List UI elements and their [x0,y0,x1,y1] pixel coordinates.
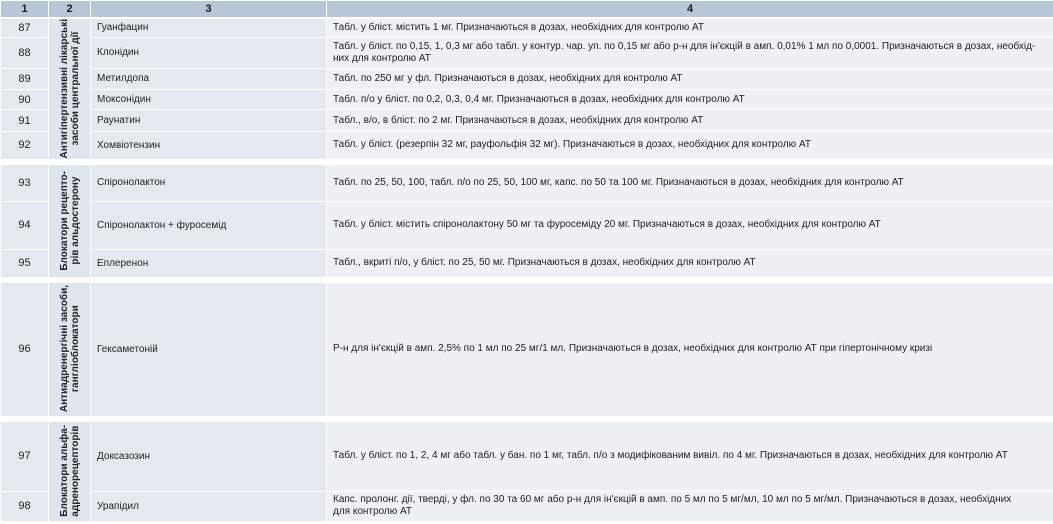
table-row [1,249,1053,277]
row-number: 97 [1,421,49,491]
header-row [1,1,1053,19]
row-number: 92 [1,131,49,159]
drug-name: Урапідил [91,491,327,521]
table-row [1,282,1053,416]
drug-name: Доксазозин [91,421,327,491]
row-number: 98 [1,491,49,521]
group-label-alpha [49,421,91,521]
drug-description: Капс. пролонг. дії, тверді, у фл. по 30 та 60 мг або р-н для ін'єкцій в амп. по 5 мл по 5 мг/мл, 10 мл по 5 мг/мл. Призначаються в дозах, необхідних для контролю АТ [327,491,1053,521]
group-label-text: Антиадренергічні засоби, гангліоблокатори [58,285,81,413]
table-row [1,421,1053,491]
row-number: 89 [1,68,49,89]
column-header-1: 1 [1,1,49,19]
table-row [1,37,1053,68]
group-label-aldosterone [49,164,91,277]
drug-description: Табл. у бліст. (резерпін 32 мг, рауфольфія 32 мг). Призначаються в дозах, необхідних для контролю АТ [327,131,1053,159]
drug-name: Еплеренон [91,249,327,277]
column-header-3: 3 [91,1,327,19]
drug-name: Спіронолактон [91,164,327,201]
drug-name: Спіронолактон + фуросемід [91,201,327,249]
row-number: 96 [1,282,49,416]
row-number: 95 [1,249,49,277]
table-row [1,110,1053,131]
drug-description: Табл. п/о у бліст. по 0,2, 0,3, 0,4 мг. Призначаються в дозах, необхідних для контролю АТ [327,90,1053,110]
drug-description: Табл. у бліст. містить 1 мг. Призначаються в дозах, необхідних для контролю АТ [327,18,1053,37]
drug-description: Табл. у бліст. по 0,15, 1, 0,3 мг або табл. у контур. чар. уп. по 0,15 мг або р-н для ін'єкцій в амп. 0,01% 1 мл по 0,0001. Призначаються в дозах, необхід- них для контролю АТ [327,37,1053,68]
drug-name: Клонідин [91,37,327,68]
group-label-ganglion [49,282,91,416]
table-row [1,201,1053,249]
drug-description: Табл. у бліст. містить спіронолактону 50 мг та фуросеміду 20 мг. Призначаються в дозах, необхідних для контролю АТ [327,201,1053,249]
group-label-text: Антигіпертензивні лікарські засоби центральної дії [58,19,81,159]
drug-description: Табл. у бліст. по 1, 2, 4 мг або табл. у бан. по 1 мг, табл. п/о з модифікованим вивіл. по 4 мг. Призначаються в дозах, необхідних для контролю АТ [327,421,1053,491]
drug-name: Гуанфацин [91,18,327,37]
row-number: 88 [1,37,49,68]
row-number: 87 [1,18,49,37]
drug-name: Хомвіотензин [91,131,327,159]
column-header-4: 4 [327,1,1053,19]
table-row [1,491,1053,521]
table-row [1,164,1053,201]
table-row [1,131,1053,159]
drug-description: Табл. по 250 мг у фл. Призначаються в дозах, необхідних для контролю АТ [327,68,1053,89]
table-row [1,68,1053,89]
drug-name: Раунатин [91,110,327,131]
drug-name: Гексаметоній [91,282,327,416]
row-number: 93 [1,164,49,201]
drug-description: Табл., вкриті п/о, у бліст. по 25, 50 мг. Призначаються в дозах, необхідних для контролю АТ [327,249,1053,277]
drug-description: Табл., в/о, в бліст. по 2 мг. Призначаються в дозах, необхідних для контролю АТ [327,110,1053,131]
drug-name: Моксонідин [91,90,327,110]
group-label-text: Блокатори рецепто- рів альдостерону [58,170,81,271]
row-number: 94 [1,201,49,249]
column-header-2: 2 [49,1,91,19]
drug-description: Табл. по 25, 50, 100, табл. п/о по 25, 50, 100 мг, капс. по 50 та 100 мг. Призначаються в дозах, необхідних для контролю АТ [327,164,1053,201]
row-number: 90 [1,90,49,110]
group-label-central [49,18,91,159]
group-label-text: Блокатори альфа- адренорецепторів [58,425,81,517]
row-number: 91 [1,110,49,131]
table-row [1,90,1053,110]
drug-description: Р-н для ін'єкцій в амп. 2,5% по 1 мл по 25 мг/1 мл. Призначаються в дозах, необхідних для контролю АТ при гіпертонічному кризі [327,282,1053,416]
table-row [1,18,1053,37]
drug-name: Метилдопа [91,68,327,89]
